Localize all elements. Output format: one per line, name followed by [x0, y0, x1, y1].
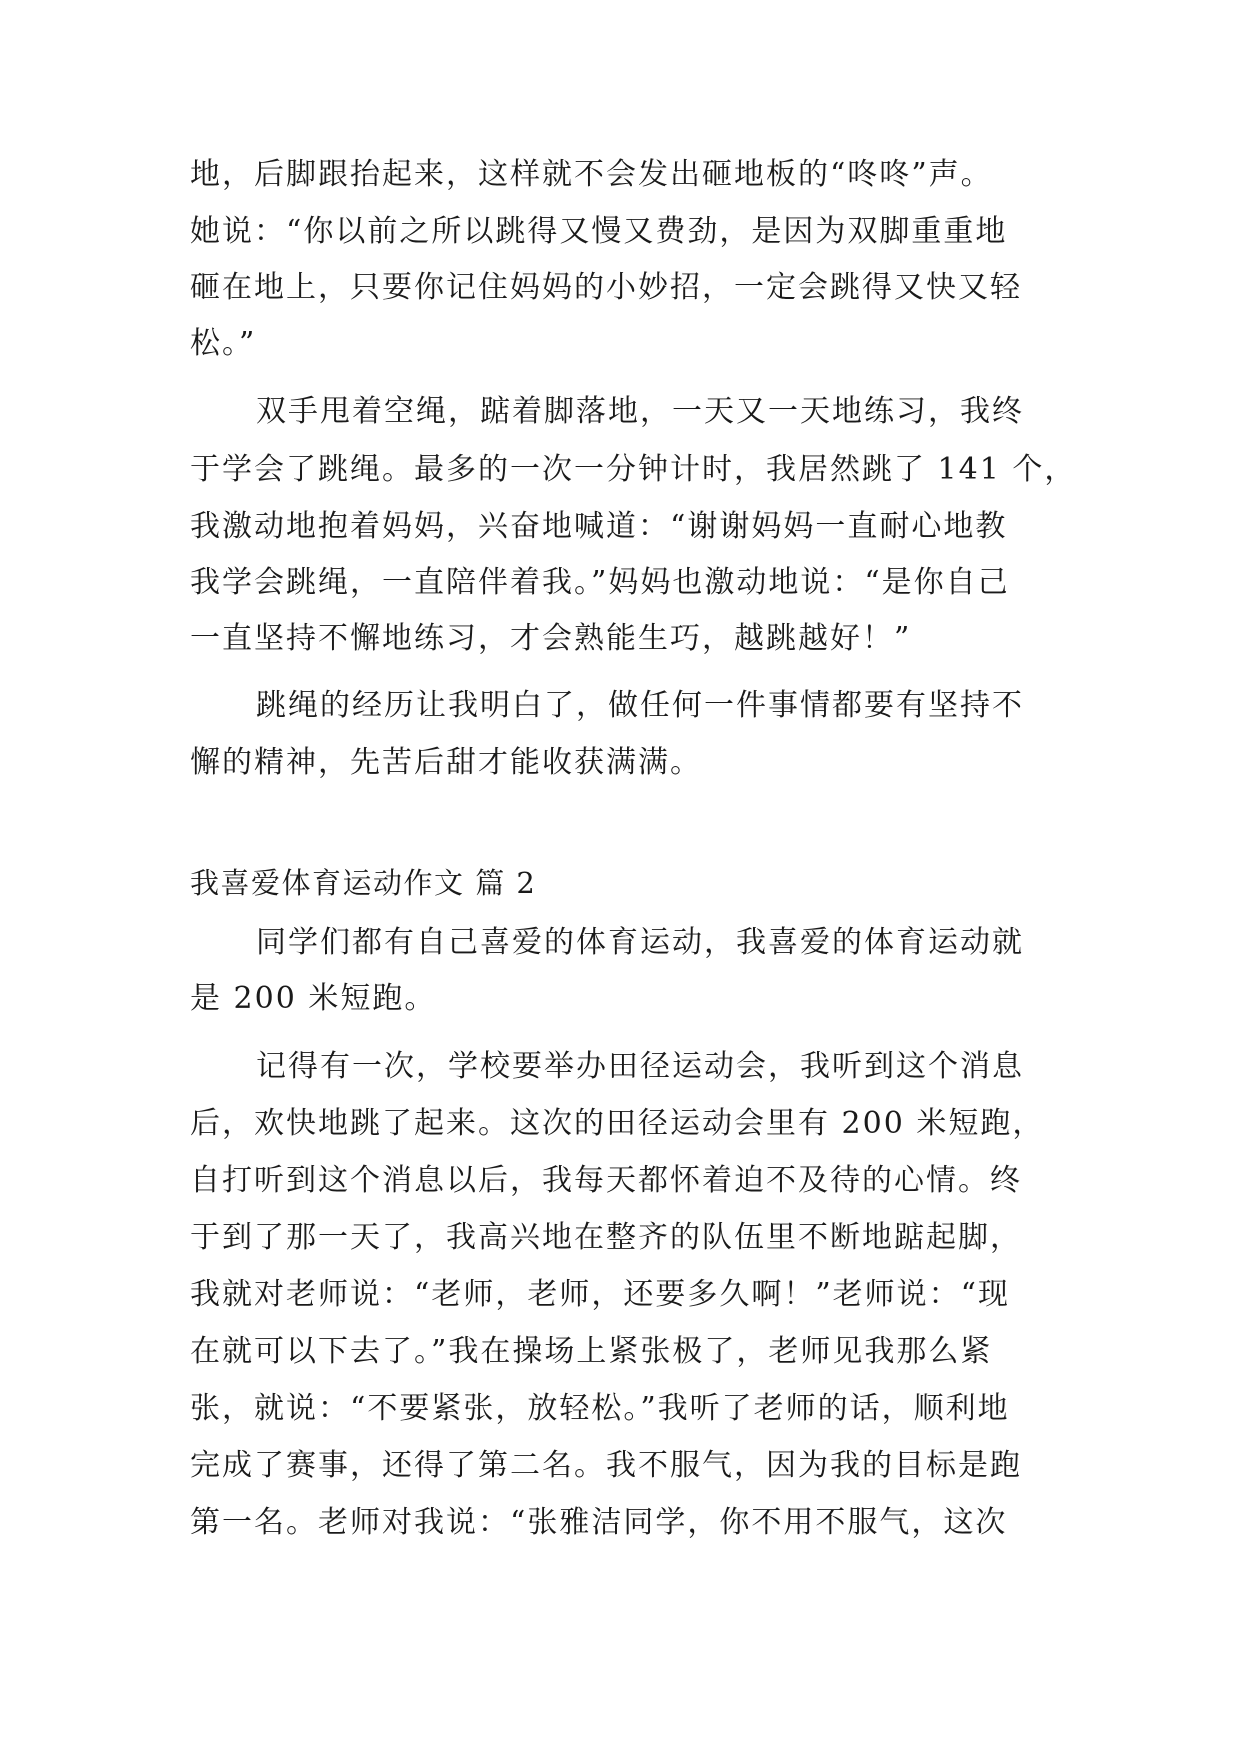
- paragraph-first-line: 同学们都有自己喜爱的体育运动，我喜爱的体育运动就: [256, 925, 1024, 960]
- text-line: 我学会跳绳，一直陪伴着我。”妈妈也激动地说：“是你自己: [190, 565, 1010, 600]
- paragraph-first-line: 记得有一次，学校要举办田径运动会，我听到这个消息: [256, 1049, 1024, 1084]
- text-line: 一直坚持不懈地练习，才会熟能生巧，越跳越好！”: [190, 621, 912, 656]
- text-line: 是 200 米短跑。: [190, 981, 437, 1016]
- text-line: 地，后脚跟抬起来，这样就不会发出砸地板的“咚咚”声。: [190, 157, 993, 192]
- text-line: 于到了那一天了，我高兴地在整齐的队伍里不断地踮起脚，: [190, 1220, 1022, 1255]
- text-line: 懈的精神，先苦后甜才能收获满满。: [190, 745, 702, 780]
- text-line: 砸在地上，只要你记住妈妈的小妙招，一定会跳得又快又轻: [190, 270, 1022, 305]
- text-line: 松。”: [190, 326, 257, 361]
- paragraph-first-line: 双手甩着空绳，踮着脚落地，一天又一天地练习，我终: [256, 394, 1024, 429]
- text-line: 我激动地抱着妈妈，兴奋地喊道：“谢谢妈妈一直耐心地教: [190, 509, 1008, 544]
- text-line: 我就对老师说：“老师，老师，还要多久啊！”老师说：“现: [190, 1277, 1011, 1312]
- text-line: 于学会了跳绳。最多的一次一分钟计时，我居然跳了 141 个，: [190, 452, 1077, 487]
- text-line: 在就可以下去了。”我在操场上紧张极了，老师见我那么紧: [190, 1334, 993, 1369]
- text-line: 第一名。老师对我说：“张雅洁同学，你不用不服气，这次: [190, 1505, 1008, 1540]
- text-line: 她说：“你以前之所以跳得又慢又费劲，是因为双脚重重地: [190, 214, 1008, 249]
- text-line: 后，欢快地跳了起来。这次的田径运动会里有 200 米短跑，: [190, 1106, 1045, 1141]
- paragraph-first-line: 跳绳的经历让我明白了，做任何一件事情都要有坚持不: [256, 688, 1024, 723]
- section-heading: 我喜爱体育运动作文 篇 2: [190, 866, 537, 900]
- text-line: 张，就说：“不要紧张，放轻松。”我听了老师的话，顺利地: [190, 1391, 1010, 1426]
- text-line: 自打听到这个消息以后，我每天都怀着迫不及待的心情。终: [190, 1163, 1022, 1198]
- text-line: 完成了赛事，还得了第二名。我不服气，因为我的目标是跑: [190, 1448, 1022, 1483]
